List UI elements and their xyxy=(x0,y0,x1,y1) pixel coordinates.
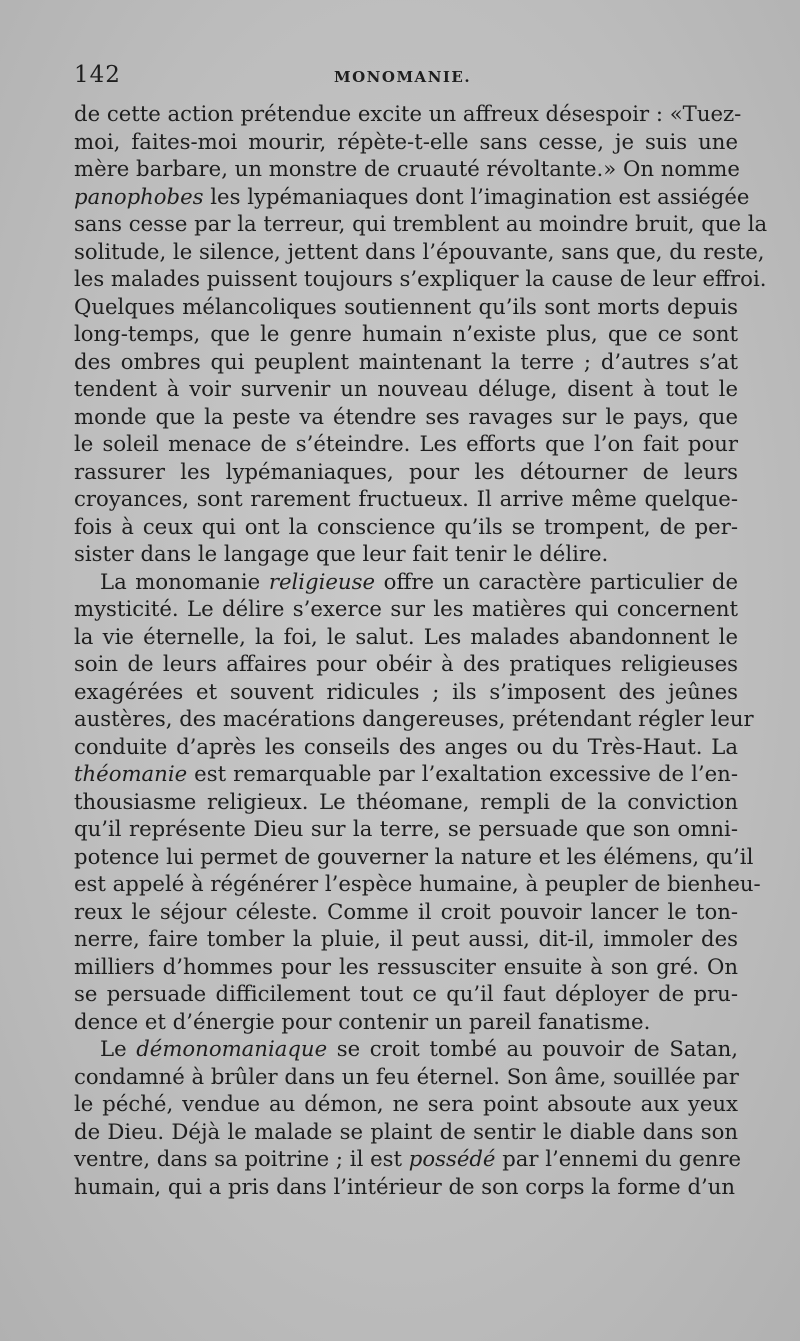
italic-term: théomanie xyxy=(74,761,188,786)
text-run: austères, des macérations dangereuses, prétendant régler leur xyxy=(74,706,754,731)
text-line xyxy=(74,375,738,403)
text-run: Quelques mélancoliques soutiennent qu’ils sont morts depuis xyxy=(74,293,738,319)
text-line xyxy=(74,1063,738,1091)
text-run: croyances, sont rarement fructueux. Il arrive même quelque- xyxy=(74,486,738,511)
text-run: mère barbare, un monstre de cruauté révoltante.» On nomme xyxy=(74,156,740,181)
text-run: les lypémaniaques dont l’imagination est assiégée xyxy=(203,183,750,209)
text-run: les malades puissent toujours s’expliquer la cause de leur effroi. xyxy=(74,266,767,291)
text-line xyxy=(74,210,768,238)
text-line xyxy=(74,980,738,1008)
text-run: solitude, le silence, jettent dans l’épouvante, sans que, du reste, xyxy=(74,238,765,264)
text-line xyxy=(74,898,738,926)
text-run: le péché, vendue au démon, ne sera point absoute aux yeux xyxy=(74,1091,738,1116)
text-line xyxy=(74,458,738,486)
italic-term: possédé xyxy=(408,1146,496,1171)
text-run: par l’ennemi du genre xyxy=(495,1146,742,1171)
text-line xyxy=(74,485,738,513)
text-line xyxy=(74,1090,738,1118)
text-line xyxy=(74,1008,738,1036)
text-line xyxy=(74,953,738,981)
text-run: la vie éternelle, la foi, le salut. Les malades abandonnent le xyxy=(74,623,738,649)
text-run: sans cesse par la terreur, qui tremblent au moindre bruit, que la xyxy=(74,211,768,236)
text-run: le soleil menace de s’éteindre. Les efforts que l’on fait pour xyxy=(74,431,738,456)
text-line xyxy=(74,705,754,733)
text-run: long-temps, que le genre humain n’existe plus, que ce sont xyxy=(74,321,738,346)
text-line xyxy=(74,870,761,898)
text-run: de cette action prétendue excite un affreux désespoir : «Tuez- xyxy=(74,101,742,126)
text-line xyxy=(74,623,738,651)
text-run: milliers d’hommes pour les ressusciter ensuite à son gré. On xyxy=(74,953,738,979)
text-line xyxy=(74,1118,738,1146)
text-line xyxy=(74,293,738,321)
text-line xyxy=(74,843,754,871)
text-line xyxy=(74,100,742,128)
text-line xyxy=(74,265,767,293)
text-run: rassurer les lypémaniaques, pour les détourner de leurs xyxy=(74,458,738,484)
text-run: dence et d’énergie pour contenir un pareil fanatisme. xyxy=(74,1008,651,1034)
text-run: est appelé à régénérer l’espèce humaine, à peupler de bienheu- xyxy=(74,871,761,896)
text-run: offre un caractère particulier de xyxy=(374,568,739,594)
running-head: MONOMANIE. xyxy=(334,68,472,86)
text-line xyxy=(74,1035,738,1063)
italic-term: panophobes xyxy=(74,183,204,209)
text-run: de Dieu. Déjà le malade se plaint de sentir le diable dans son xyxy=(74,1118,738,1144)
text-run: humain, qui a pris dans l’intérieur de son corps la forme d’un xyxy=(74,1173,736,1199)
text-line xyxy=(74,238,765,266)
text-line xyxy=(74,403,738,431)
text-run: soin de leurs affaires pour obéir à des pratiques religieuses xyxy=(74,651,738,676)
text-run: La monomanie xyxy=(100,568,269,594)
page-header xyxy=(70,62,740,92)
text-line xyxy=(74,183,750,211)
text-run: se croit tombé au pouvoir de Satan, xyxy=(327,1036,738,1061)
text-line xyxy=(74,513,738,541)
text-run: conduite d’après les conseils des anges ou du Très-Haut. La xyxy=(74,733,738,759)
text-run: moi, faites-moi mourir, répète-t-elle sans cesse, je suis une xyxy=(74,128,738,154)
text-line xyxy=(74,815,738,843)
text-run: nerre, faire tomber la pluie, il peut aussi, dit-il, immoler des xyxy=(74,926,738,951)
text-line xyxy=(74,733,738,761)
text-line xyxy=(74,348,738,376)
text-run: thousiasme religieux. Le théomane, rempli de la conviction xyxy=(74,788,738,814)
text-line xyxy=(74,1145,742,1173)
text-line xyxy=(74,1173,738,1201)
page-number: 142 xyxy=(74,62,121,88)
text-run: qu’il représente Dieu sur la terre, se persuade que son omni- xyxy=(74,816,738,841)
text-run: tendent à voir survenir un nouveau déluge, disent à tout le xyxy=(74,376,738,401)
text-run: est remarquable par l’exaltation excessive de l’en- xyxy=(187,761,738,786)
text-line xyxy=(74,788,738,816)
text-run: se persuade difficilement tout ce qu’il faut déployer de pru- xyxy=(74,981,738,1006)
body-text xyxy=(74,100,768,1200)
text-run: exagérées et souvent ridicules ; ils s’imposent des jeûnes xyxy=(74,678,738,704)
text-line xyxy=(74,760,738,788)
text-line xyxy=(74,430,738,458)
italic-term: religieuse xyxy=(268,568,375,594)
text-line xyxy=(74,595,738,623)
text-run: ventre, dans sa poitrine ; il est xyxy=(74,1146,409,1171)
text-line xyxy=(74,568,738,596)
text-run: fois à ceux qui ont la conscience qu’ils se trompent, de per- xyxy=(74,513,738,539)
text-line xyxy=(74,925,738,953)
text-line xyxy=(74,128,738,156)
text-line xyxy=(74,650,738,678)
text-run: des ombres qui peuplent maintenant la terre ; d’autres s’at xyxy=(74,348,738,374)
text-run: reux le séjour céleste. Comme il croit pouvoir lancer le ton- xyxy=(74,898,738,924)
text-run: condamné à brûler dans un feu éternel. Son âme, souillée par xyxy=(74,1063,739,1089)
text-line xyxy=(74,155,738,183)
text-line xyxy=(74,320,738,348)
text-run: mysticité. Le délire s’exerce sur les matières qui concernent xyxy=(74,596,738,621)
italic-term: démonomaniaque xyxy=(136,1036,328,1061)
text-run: potence lui permet de gouverner la nature et les élémens, qu’il xyxy=(74,843,754,869)
text-line xyxy=(74,678,738,706)
text-run: monde que la peste va étendre ses ravages sur le pays, que xyxy=(74,403,738,429)
text-line xyxy=(74,540,738,568)
text-run: Le xyxy=(100,1036,137,1061)
text-run: sister dans le langage que leur fait tenir le délire. xyxy=(74,541,609,566)
